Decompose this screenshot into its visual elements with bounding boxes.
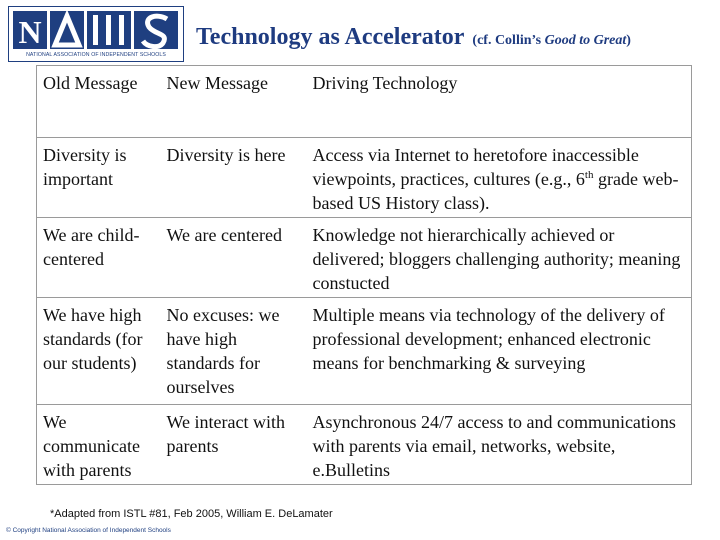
title-main: Technology as Accelerator [196, 24, 465, 50]
old-message-cell: Diversity is important [37, 138, 163, 218]
new-message-cell: No excuses: we have high standards for ourselves [163, 298, 309, 405]
old-message-cell: We have high standards (for our students) [37, 298, 163, 405]
header-old-message: Old Message [37, 66, 163, 138]
new-message-cell: We are centered [163, 218, 309, 298]
old-message-cell: We communicate with parents [37, 405, 163, 485]
logo-letter-n: N [18, 14, 42, 50]
table-row [37, 298, 692, 405]
header-driving-technology: Driving Technology [309, 66, 692, 138]
message-table [36, 65, 692, 485]
nais-logo [8, 6, 184, 62]
copyright-notice: © Copyright National Association of Independent Schools [6, 527, 171, 534]
table-row [37, 218, 692, 298]
new-message-cell: We interact with parents [163, 405, 309, 485]
logo-caption: NATIONAL ASSOCIATION OF INDEPENDENT SCHOOLS [26, 52, 166, 58]
driving-technology-cell: Knowledge not hierarchically achieved or delivered; bloggers challenging authority; meaning constucted [309, 218, 692, 298]
header-row [37, 66, 692, 138]
title-subtitle: (cf. Collin’s Good to Great) [472, 33, 631, 48]
header-new-message: New Message [163, 66, 309, 138]
slide-title [196, 24, 631, 51]
driving-technology-cell: Asynchronous 24/7 access to and communications with parents via email, networks, website, e.Bulletins [309, 405, 692, 485]
driving-technology-cell: Access via Internet to heretofore inaccessible viewpoints, practices, cultures (e.g., 6th grade web-based US History class). [309, 138, 692, 218]
table-row [37, 405, 692, 485]
driving-technology-cell: Multiple means via technology of the delivery of professional development; enhanced electronic means for benchmarking & surveying [309, 298, 692, 405]
table-row [37, 138, 692, 218]
nais-logo-mark [9, 7, 185, 53]
source-footnote: *Adapted from ISTL #81, Feb 2005, William E. DeLamater [50, 508, 333, 520]
new-message-cell: Diversity is here [163, 138, 309, 218]
old-message-cell: We are child-centered [37, 218, 163, 298]
